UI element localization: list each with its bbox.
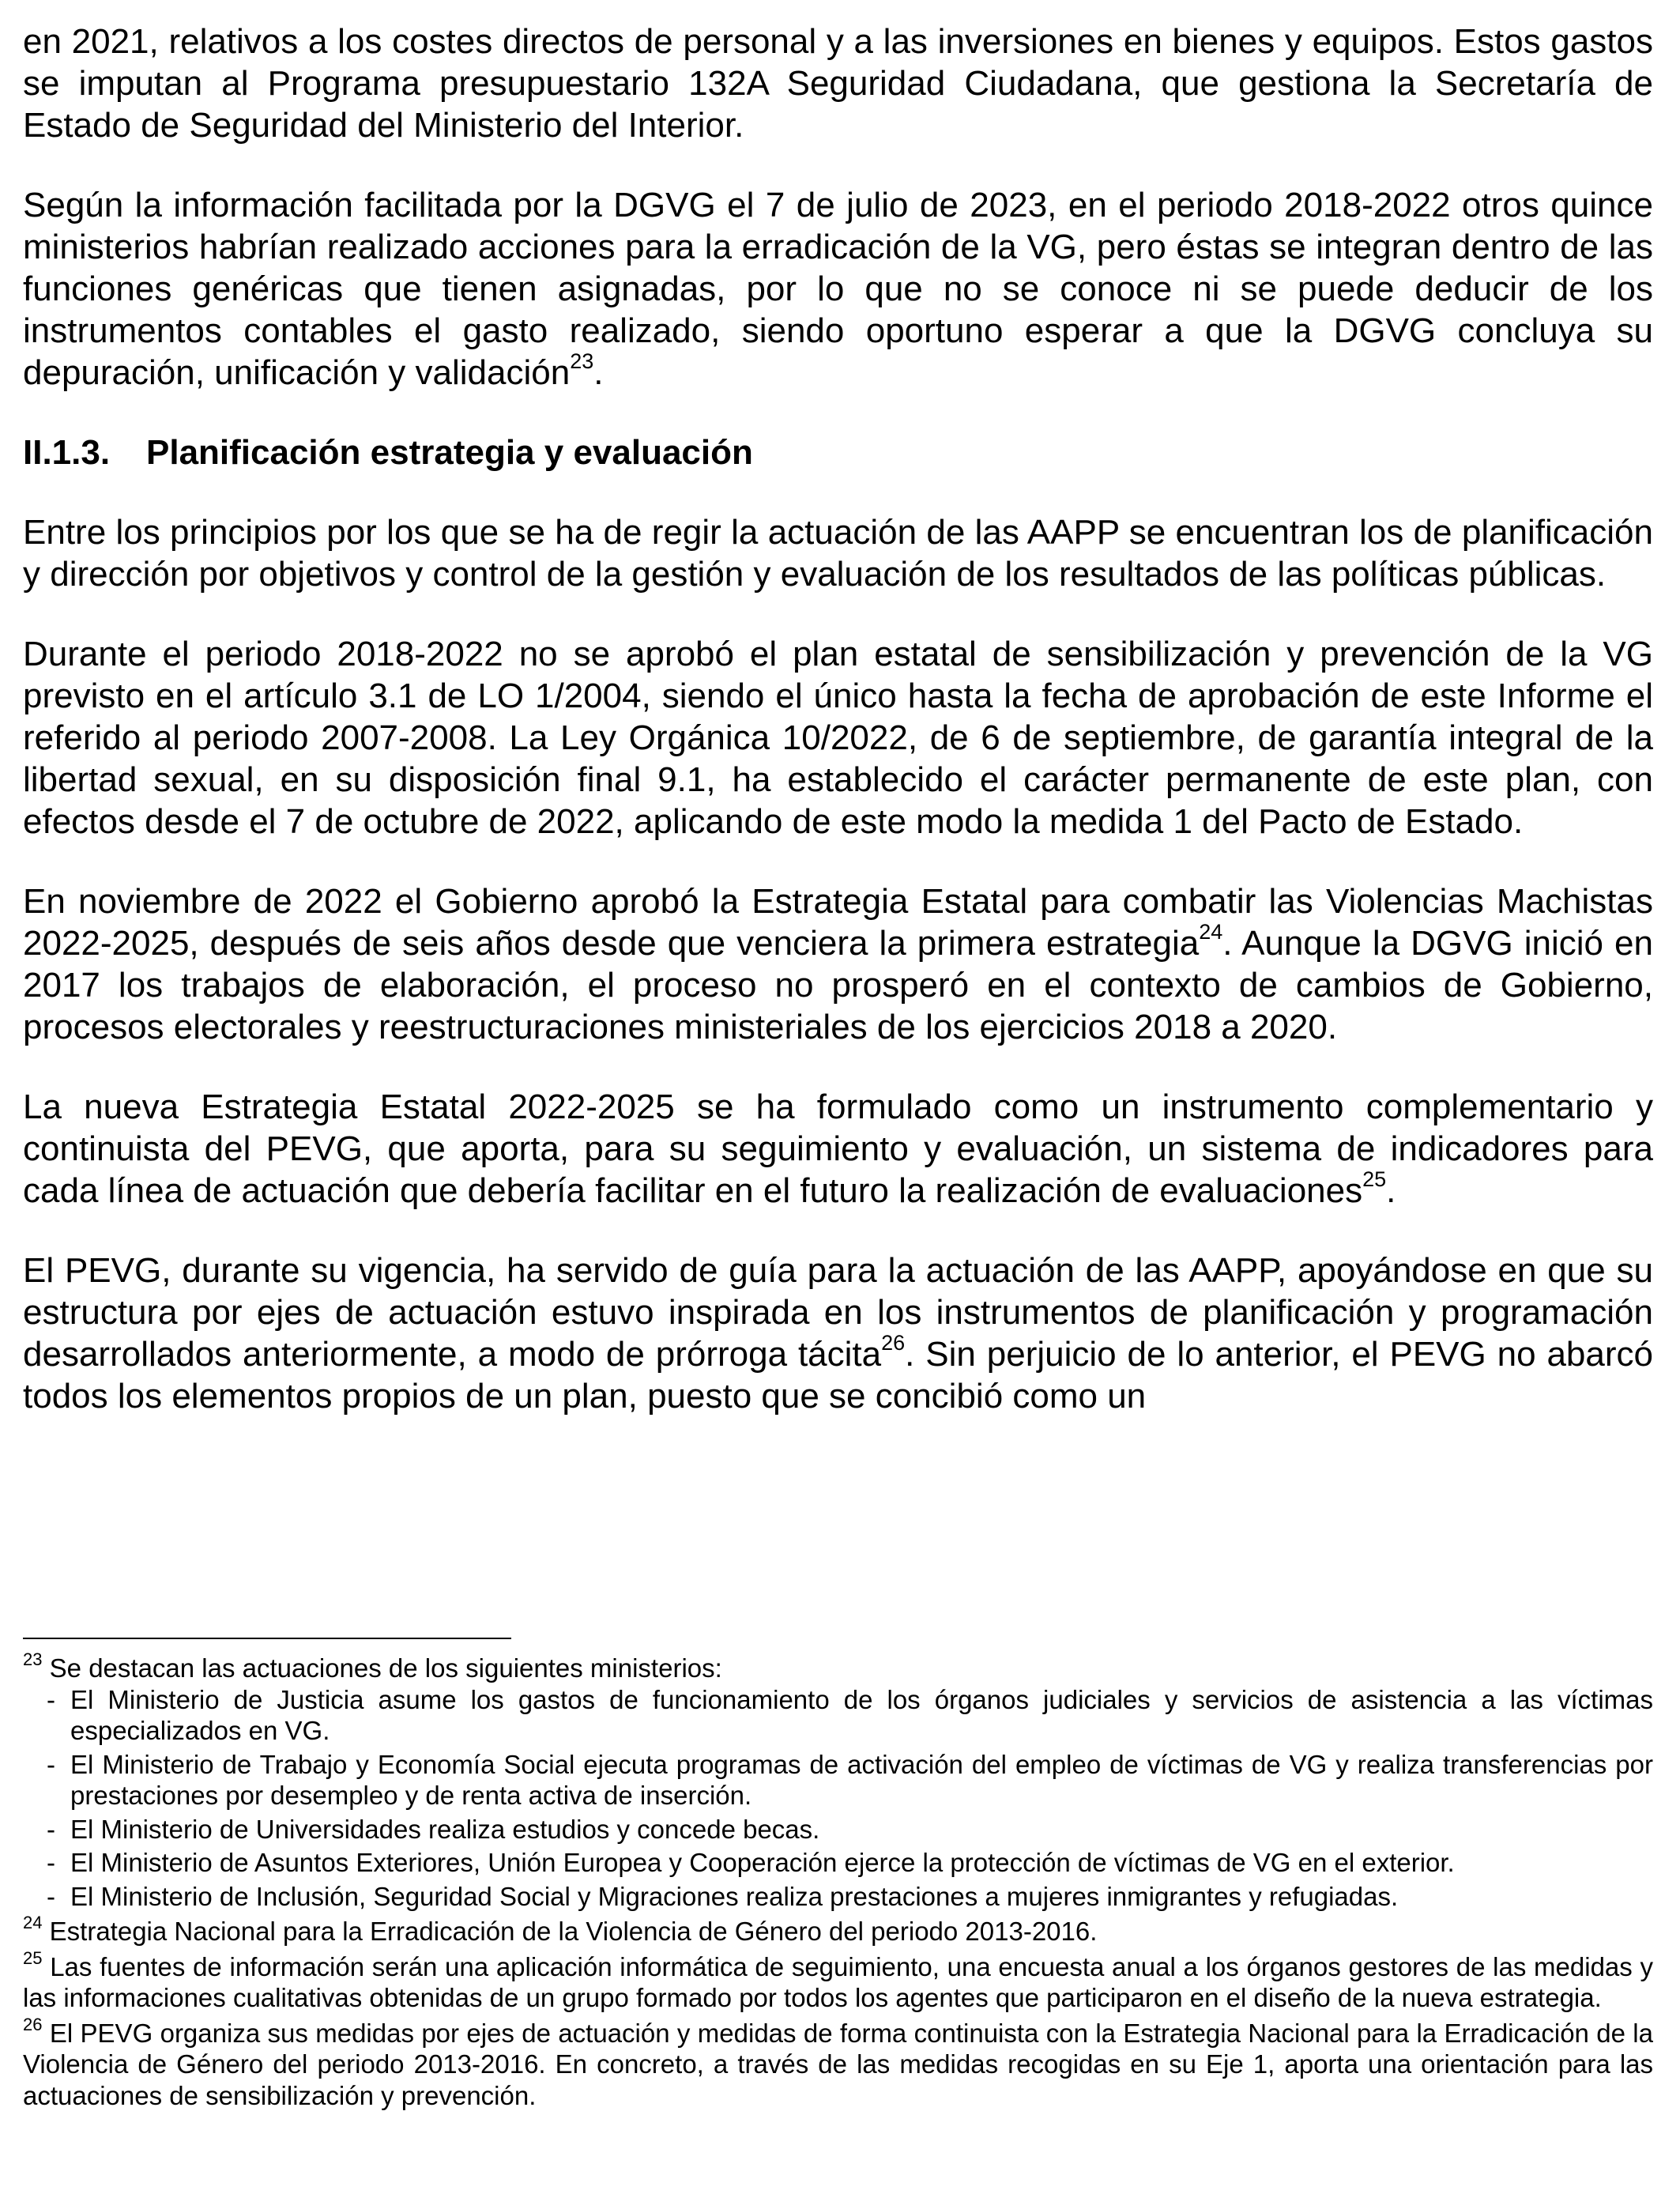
paragraph-7-text-a: El PEVG, durante su vigencia, ha servido de guía para la actuación de las AAPP, apoyándose en que su estructura por ejes de actuación estuvo inspirada en los instrumentos de planificación y programación desarrollados anteriormente, a modo de prórroga tácita [23,1251,1653,1374]
paragraph-4-text: Durante el periodo 2018-2022 no se aprobó el plan estatal de sensibilización y prevención de la VG previsto en el artículo 3.1 de LO 1/2004, siendo el único hasta la fecha de aprobación de este Informe el referido al periodo 2007-2008. La Ley Orgánica 10/2022, de 6 de septiembre, de garantía integral de la libertad sexual, en su disposición final 9.1, ha establecido el carácter permanente de este plan, con efectos desde el 7 de octubre de 2022, aplicando de este modo la medida 1 del Pacto de Estado. [23,635,1653,841]
list-item-text: El Ministerio de Inclusión, Seguridad Social y Migraciones realiza prestaciones a mujeres inmigrantes y refugiadas. [70,1881,1399,1911]
footnote-text: Se destacan las actuaciones de los siguientes ministerios: [49,1653,722,1683]
footnote-number: 23 [23,1649,43,1669]
footnote-number: 26 [23,2014,43,2034]
bullet-dash: - [47,1684,55,1714]
bullet-dash: - [47,1749,55,1779]
footnote-26 [23,2014,1653,2112]
section-number: II.1.3. [23,433,111,472]
paragraph-2-end: . [593,353,604,392]
paragraph-6 [23,1086,1653,1212]
main-text [23,21,1653,1455]
paragraph-7-text-b: . Sin perjuicio de lo anterior, el PEVG no abarcó todos los elementos propios de un plan, puesto que se concibió como un [23,1335,1653,1416]
footnote-24 [23,1913,1653,1947]
paragraph-1-text: en 2021, relativos a los costes directos de personal y a las inversiones en bienes y equipos. Estos gastos se imputan al Programa presupuestario 132A Seguridad Ciudadana, que gestiona la Secretaría de Estado de Seguridad del Ministerio del Interior. [23,22,1653,145]
section-title: Planificación estrategia y evaluación [146,433,753,472]
list-item [23,1881,1653,1913]
list-item [23,1684,1653,1747]
footnotes [23,1649,1653,2115]
paragraph-5-text-a: En noviembre de 2022 el Gobierno aprobó la Estrategia Estatal para combatir las Violencias Machistas 2022-2025, después de seis años desde que venciera la primera estrategia [23,882,1653,963]
paragraph-3 [23,511,1653,595]
list-item-text: El Ministerio de Justicia asume los gastos de funcionamiento de los órganos judiciales y servicios de asistencia a las víctimas especializados en VG. [70,1684,1653,1745]
list-item [23,1847,1653,1879]
bullet-dash: - [47,1848,55,1877]
paragraph-4 [23,633,1653,843]
footnote-ref-24[interactable]: 24 [1199,920,1223,944]
list-item [23,1814,1653,1845]
footnote-25 [23,1947,1653,2014]
paragraph-5-text-b: . Aunque la DGVG inició en 2017 los trabajos de elaboración, el proceso no prosperó en el contexto de cambios de Gobierno, procesos electorales y reestructuraciones ministeriales de los ejercicios 2018 a 2020. [23,924,1653,1046]
footnote-text: Las fuentes de información serán una aplicación informática de seguimiento, una encuesta anual a los órganos gestores de las medidas y las informaciones cualitativas obtenidas de un grupo formado por todos los agentes que participaron en el diseño de la nueva estrategia. [23,1951,1653,2012]
paragraph-2-text: Según la información facilitada por la DGVG el 7 de julio de 2023, en el periodo 2018-2022 otros quince ministerios habrían realizado acciones para la erradicación de la VG, pero éstas se integran dentro de las funciones genéricas que tienen asignadas, por lo que no se conoce ni se puede deducir de los instrumentos contables el gasto realizado, siendo oportuno esperar a que la DGVG concluya su depuración, unificación y validación [23,186,1653,392]
footnote-23-list [23,1684,1653,1913]
footnote-ref-25[interactable]: 25 [1362,1167,1387,1192]
paragraph-6-text: La nueva Estrategia Estatal 2022-2025 se ha formulado como un instrumento complementario y continuista del PEVG, que aporta, para su seguimiento y evaluación, un sistema de indicadores para cada línea de actuación que debería facilitar en el futuro la realización de evaluaciones [23,1088,1653,1210]
section-heading [23,432,1653,473]
footnote-text: El PEVG organiza sus medidas por ejes de actuación y medidas de forma continuista con la Estrategia Nacional para la Erradicación de la Violencia de Género del periodo 2013-2016. En concreto, a través de las medidas recogidas en su Eje 1, aporta una orientación para las actuaciones de sensibilización y prevención. [23,2018,1653,2110]
paragraph-6-end: . [1386,1171,1396,1210]
paragraph-2 [23,184,1653,394]
bullet-dash: - [47,1814,55,1844]
footnote-ref-26[interactable]: 26 [881,1331,906,1355]
footnote-number: 25 [23,1947,43,1968]
paragraph-7 [23,1250,1653,1417]
paragraph-1 [23,21,1653,146]
footnote-separator [23,1638,511,1639]
footnote-ref-23[interactable]: 23 [570,349,594,374]
list-item [23,1749,1653,1811]
paragraph-3-text: Entre los principios por los que se ha de regir la actuación de las AAPP se encuentran los de planificación y dirección por objetivos y control de la gestión y evaluación de los resultados de las políticas públicas. [23,513,1653,594]
footnote-23 [23,1649,1653,1912]
paragraph-5 [23,880,1653,1048]
list-item-text: El Ministerio de Universidades realiza estudios y concede becas. [70,1814,820,1844]
list-item-text: El Ministerio de Asuntos Exteriores, Unión Europea y Cooperación ejerce la protección de víctimas de VG en el exterior. [70,1848,1455,1877]
footnote-text: Estrategia Nacional para la Erradicación de la Violencia de Género del periodo 2013-2016. [49,1917,1098,1946]
bullet-dash: - [47,1881,55,1911]
list-item-text: El Ministerio de Trabajo y Economía Social ejecuta programas de activación del empleo de víctimas de VG y realiza transferencias por prestaciones por desempleo y de renta activa de inserción. [70,1749,1653,1810]
footnote-number: 24 [23,1913,43,1932]
